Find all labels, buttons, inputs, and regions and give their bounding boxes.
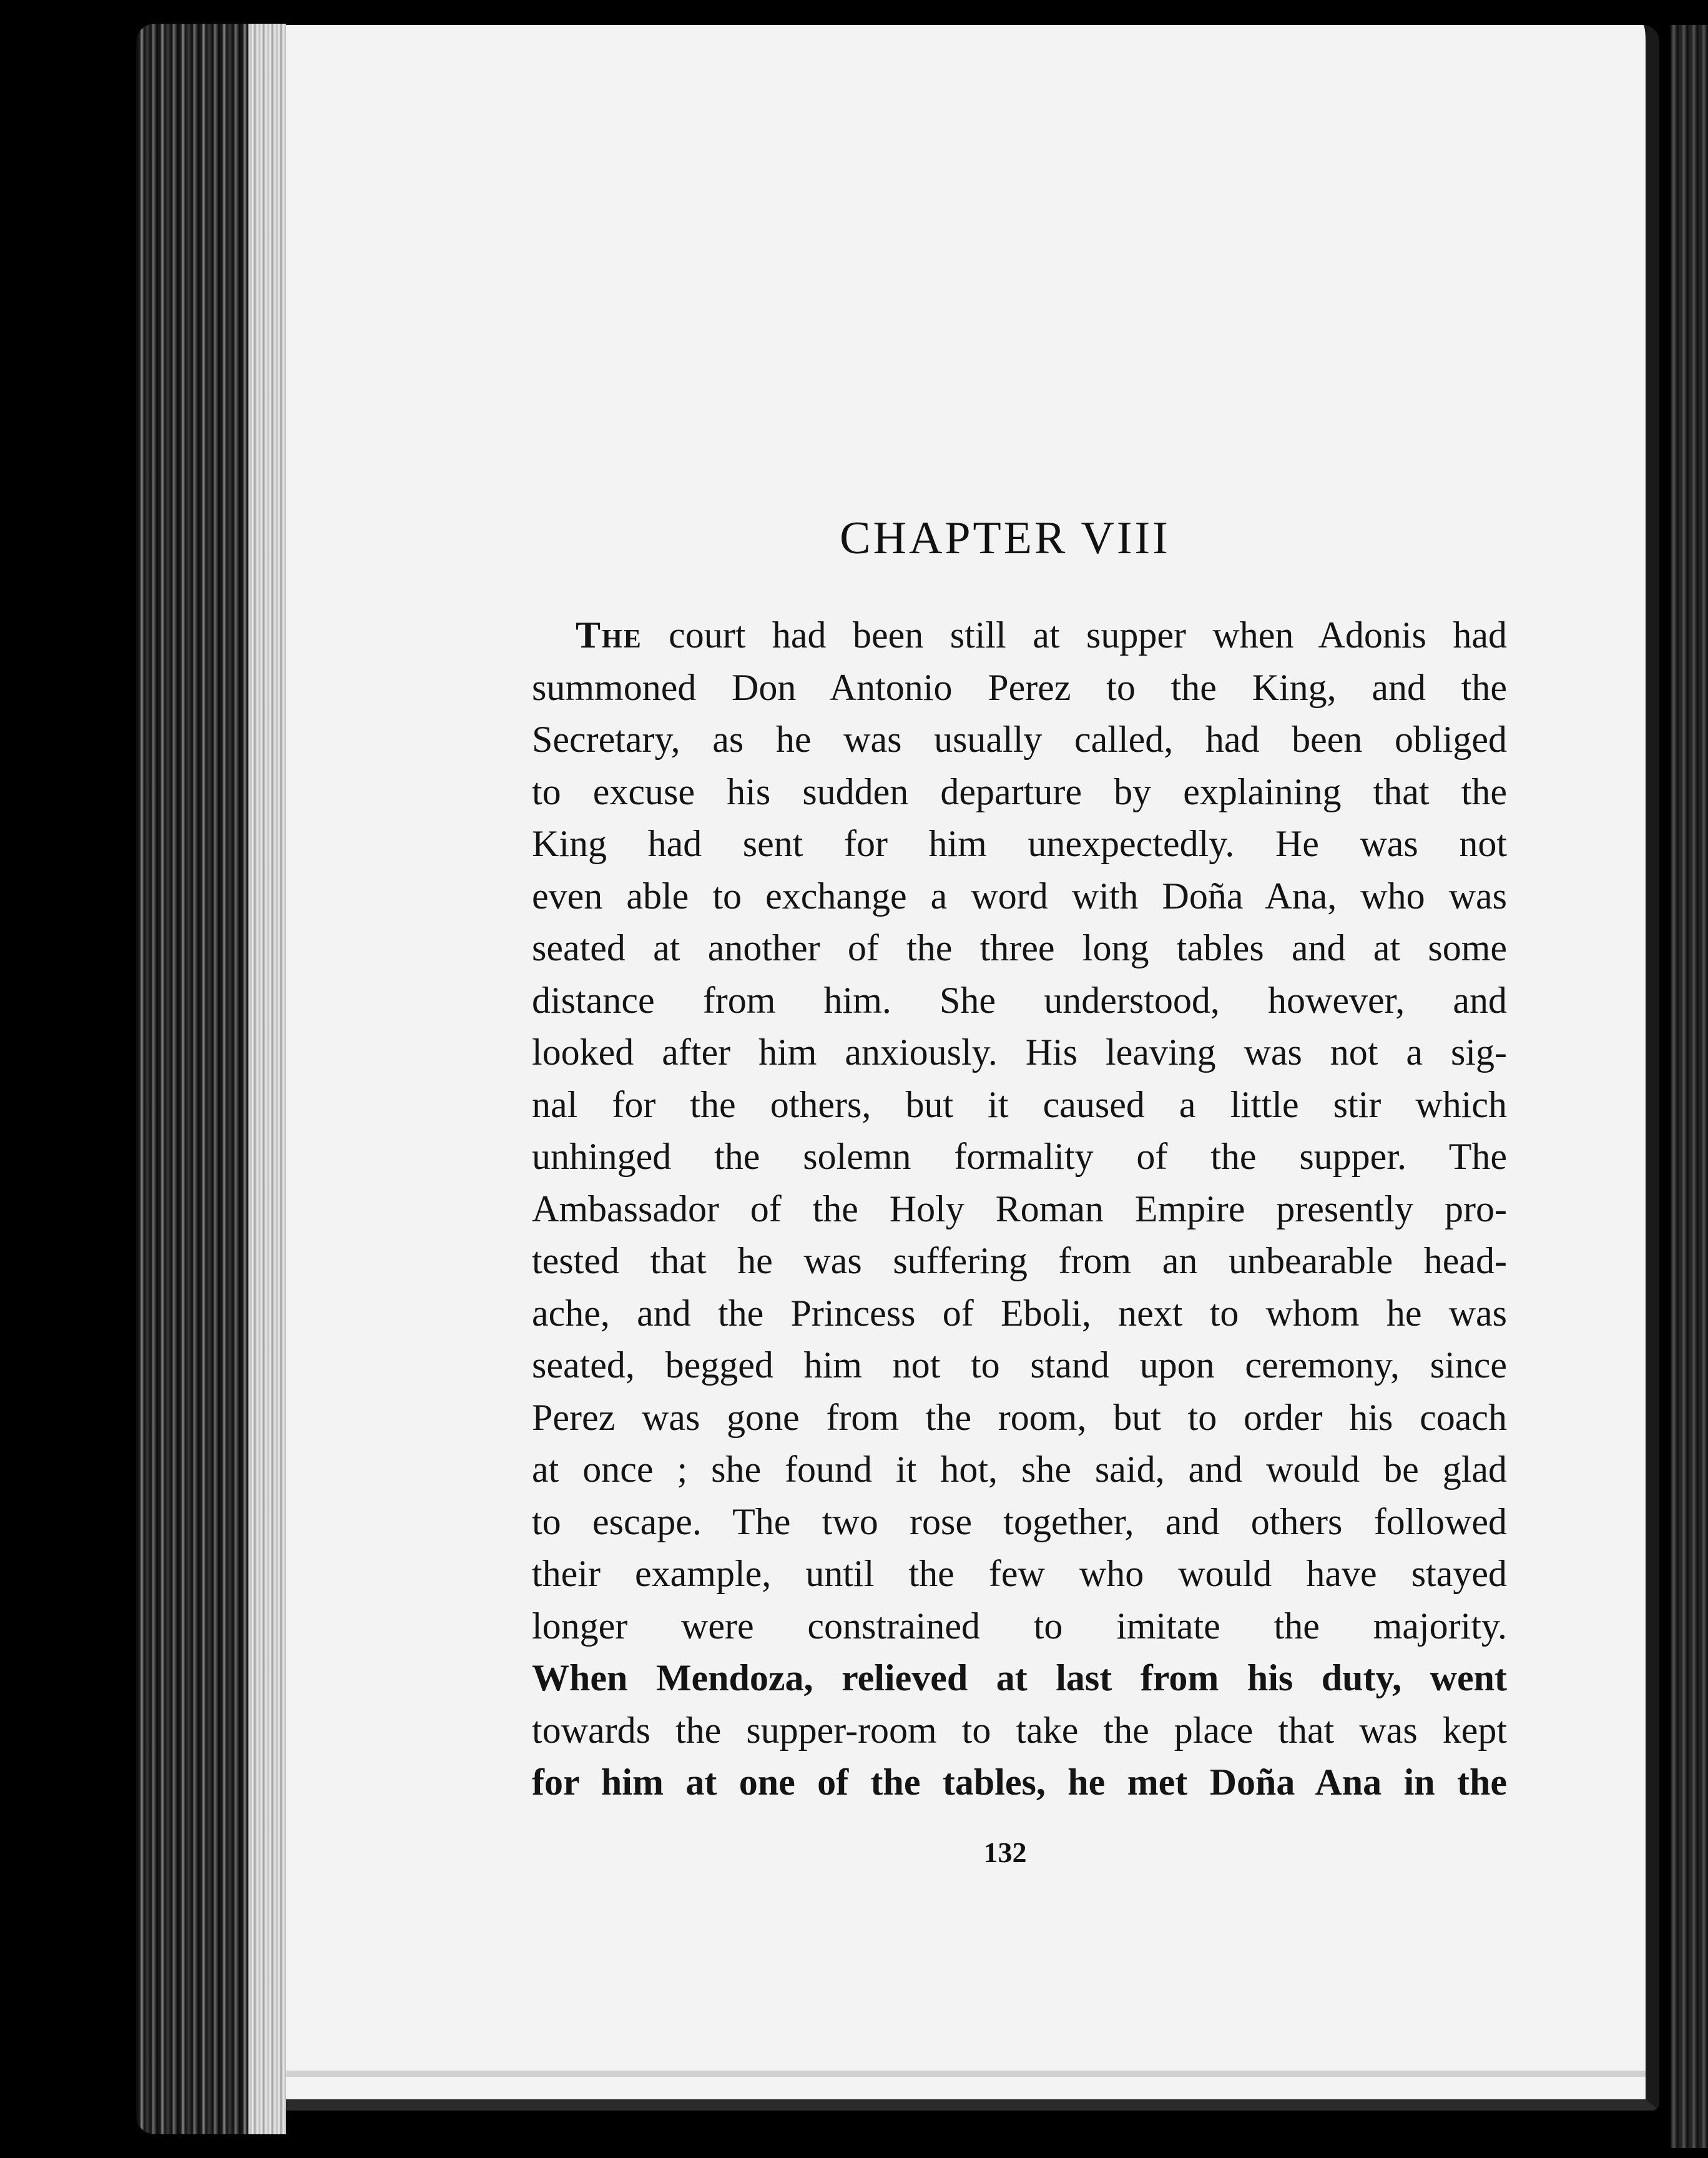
chapter-heading: CHAPTER VIII	[840, 513, 1171, 564]
body-text	[532, 609, 1507, 1809]
text-line: nal for the others, but it caused a little stir which	[532, 1083, 1507, 1125]
page-stack-edge	[136, 24, 286, 2134]
text-line: their example, until the few who would have stayed	[532, 1553, 1507, 1594]
text-line: to excuse his sudden departure by explaining that the	[532, 771, 1507, 812]
page-edge-highlight	[248, 24, 286, 2134]
text-line	[532, 609, 1507, 662]
text-line: seated at another of the three long tables and at some	[532, 927, 1507, 968]
text-line: seated, begged him not to stand upon ceremony, since	[532, 1344, 1507, 1386]
text-line: Ambassador of the Holy Roman Empire presently pro-	[532, 1188, 1507, 1229]
text-line: for him at one of the tables, he met Doña Ana in the	[532, 1761, 1507, 1803]
text-line: Secretary, as he was usually called, had been obliged	[532, 719, 1507, 760]
text-line: When Mendoza, relieved at last from his duty, went	[532, 1657, 1507, 1698]
text-line: ache, and the Princess of Eboli, next to whom he was	[532, 1292, 1507, 1334]
opening-word: The	[576, 614, 642, 656]
text-line: to escape. The two rose together, and others followed	[532, 1500, 1507, 1542]
first-line-rest: court had been still at supper when Adonis had	[669, 614, 1507, 656]
text-line: unhinged the solemn formality of the supper. The	[532, 1136, 1507, 1177]
page-number: 132	[983, 1836, 1027, 1868]
text-line: tested that he was suffering from an unbearable head-	[532, 1240, 1507, 1281]
right-page-edge	[1671, 25, 1708, 2148]
text-line: King had sent for him unexpectedly. He was not	[532, 823, 1507, 864]
text-line: Perez was gone from the room, but to order his coach	[532, 1396, 1507, 1438]
text-line: longer were constrained to imitate the majority.	[532, 1605, 1507, 1647]
text-line: even able to exchange a word with Doña Ana, who was	[532, 875, 1507, 917]
text-line: distance from him. She understood, however, and	[532, 979, 1507, 1021]
text-line: towards the supper-room to take the place that was kept	[532, 1709, 1507, 1751]
text-line: summoned Don Antonio Perez to the King, and the	[532, 666, 1507, 708]
text-line: at once ; she found it hot, she said, and would be glad	[532, 1449, 1507, 1490]
text-line: looked after him anxiously. His leaving was not a sig-	[532, 1032, 1507, 1073]
